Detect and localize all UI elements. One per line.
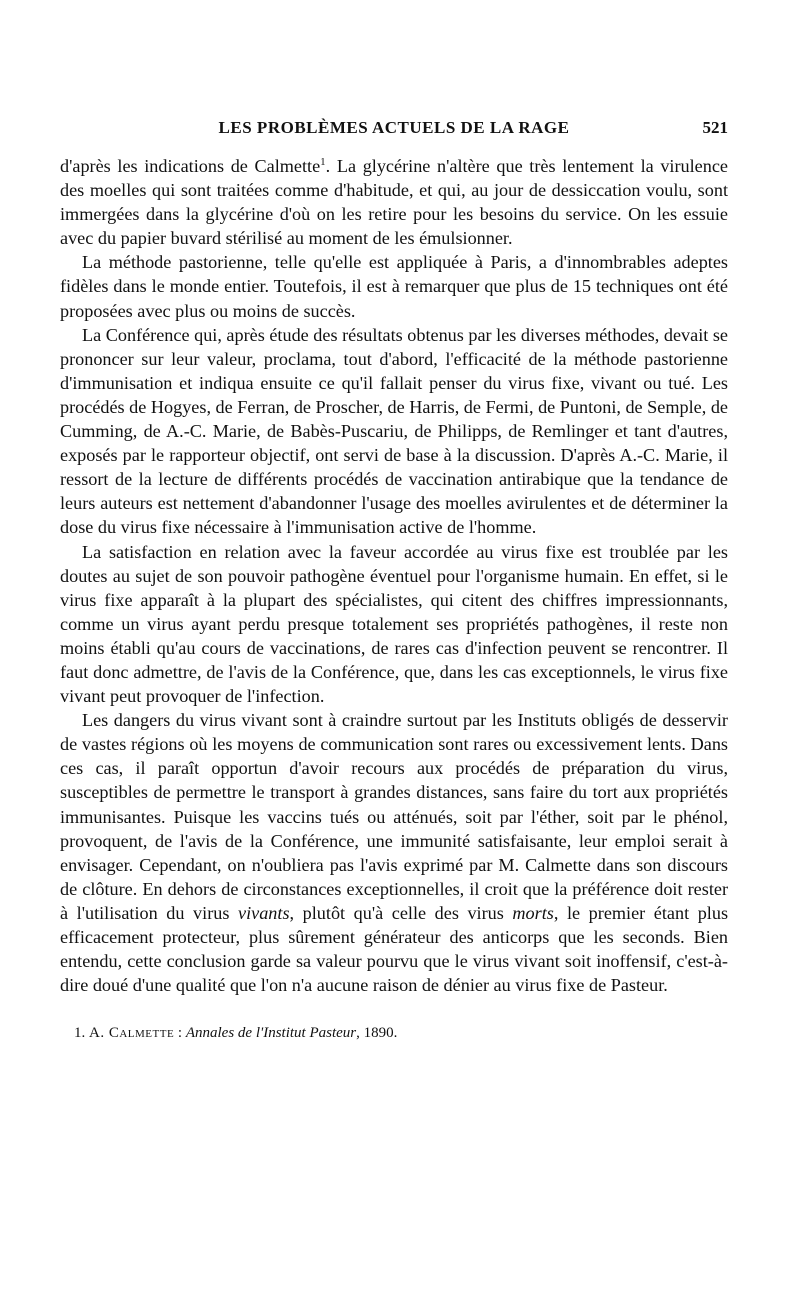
paragraph-5 xyxy=(60,708,728,997)
paragraph-5-text-b: , plutôt qu'à celle des virus xyxy=(289,902,513,923)
footnote xyxy=(60,1023,728,1043)
paragraph-4: La satisfaction en relation avec la faveur accordée au virus fixe est troublée par les doutes au sujet de son pouvoir pathogène éventuel pour l'organisme humain. En effet, si le virus fixe apparaît à la plupart des spécialistes, qui citent des chiffres impressionnants, comme un virus ayant perdu presque totalement ses propriétés pathogènes, il reste non moins établi qu'au cours de vaccinations, de rares cas d'infection peuvent se rencontrer. Il faut donc admettre, de l'avis de la Conférence, que, dans les cas exceptionnels, le virus fixe vivant peut provoquer de l'infection. xyxy=(60,541,728,707)
paragraph-5-text-a: Les dangers du virus vivant sont à craindre surtout par les Instituts obligés de desservir de vastes régions où les moyens de communication sont rares ou excessivement lents. Dans ces cas, il paraît opportun d'avoir recours aux procédés de préparation du virus, susceptibles de permettre le transport à grandes distances, sans faire du tort aux propriétés immunisantes. Puisque les vaccins tués ou atténués, soit par l'éther, soit par le phénol, provoquent, de l'avis de la Conférence, une immunité satisfaisante, leur emploi serait à envisager. Cependant, on n'oubliera pas l'avis exprimé par M. Calmette dans son discours de clôture. En dehors de circonstances exceptionnelles, il croit que la préférence doit rester à l'utilisation du virus xyxy=(60,710,728,923)
footnote-author: A. Calmette xyxy=(89,1025,175,1042)
footnote-separator: : xyxy=(174,1025,186,1042)
paragraph-1-text-b: . La glycérine n'altère que très lentement la virulence des moelles qui sont traitées comme d'habitude, et qui, au jour de dessiccation voulu, sont immergées dans la glycérine d'où on les retire pour les besoins du service. On les essuie avec du papier buvard stérilisé au moment de les émulsionner. xyxy=(60,156,728,249)
page-number: 521 xyxy=(702,118,728,137)
paragraph-1-text-a: d'après les indications de Calmette xyxy=(60,156,321,176)
italic-morts: morts xyxy=(512,902,554,923)
paragraph-1 xyxy=(60,154,728,250)
italic-vivants: vivants xyxy=(238,902,290,923)
footnote-marker: 1 xyxy=(320,155,326,168)
footnote-journal: Annales de l'Institut Pasteur xyxy=(185,1025,357,1042)
paragraph-2: La méthode pastorienne, telle qu'elle est appliquée à Paris, a d'innombrables adeptes fidèles dans le monde entier. Toutefois, il est à remarquer que plus de 15 techniques ont été proposées avec plus ou moins de succès. xyxy=(60,252,728,321)
footnote-number: 1. xyxy=(74,1025,86,1042)
paragraph-5-text-c: , le premier étant plus efficacement protecteur, plus sûrement générateur des anticorps que les seconds. Bien entendu, cette conclusion garde sa valeur pourvu que le virus vivant soit inoffensif, c'est-à-dire doué d'une qualité que l'on n'a aucune raison de dénier au virus fixe de Pasteur. xyxy=(60,902,729,996)
running-header xyxy=(60,110,728,146)
footnote-year: , 1890. xyxy=(356,1025,398,1042)
paragraph-3: La Conférence qui, après étude des résultats obtenus par les diverses méthodes, devait se prononcer sur leur valeur, proclama, tout d'abord, l'efficacité de la méthode pastorienne d'immunisation et indiqua ensuite ce qu'il fallait penser du virus fixe, vivant ou tué. Les procédés de Hogyes, de Ferran, de Proscher, de Harris, de Fermi, de Puntoni, de Semple, de Cumming, de A.-C. Marie, de Babès-Puscariu, de Philipps, de Remlinger et tant d'autres, exposés par le rapporteur objectif, ont servi de base à la discussion. D'après A.-C. Marie, il ressort de la lecture de différents procédés de vaccination antirabique que la tendance de leurs auteurs est nettement d'abandonner l'usage des moelles avirulentes et de déterminer la dose du virus fixe nécessaire à l'immunisation active de l'homme. xyxy=(60,324,728,538)
document-page xyxy=(60,110,728,1043)
body-text xyxy=(60,154,728,997)
running-title: LES PROBLÈMES ACTUELS DE LA RAGE xyxy=(218,118,570,137)
